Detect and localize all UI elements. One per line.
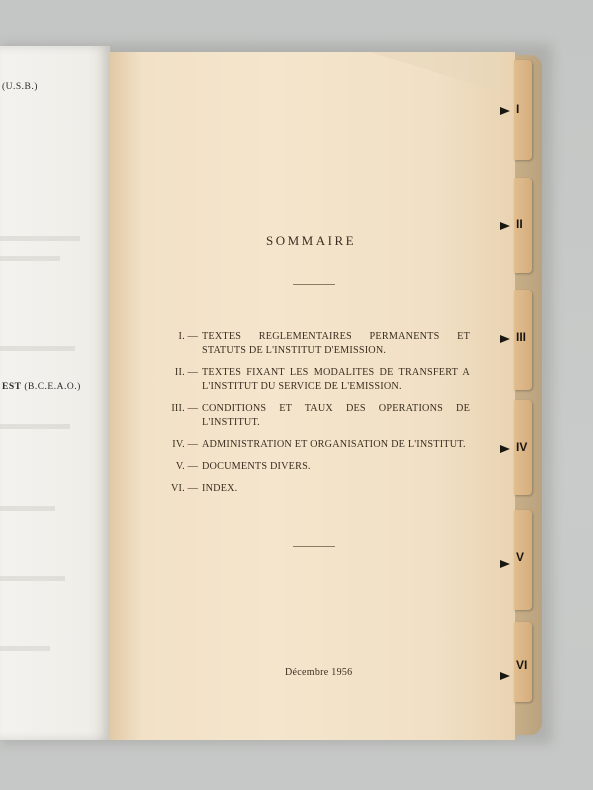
table-of-contents: [150, 330, 470, 504]
toc-number: I. —: [178, 331, 198, 342]
faint-text-line: [0, 506, 55, 511]
tab-label-i: I: [516, 102, 520, 116]
toc-text: TEXTES FIXANT LES MODALITES DE TRANSFERT A L'INSTITUT DU SERVICE DE L'EMISSION.: [202, 367, 470, 392]
page-title: SOMMAIRE: [266, 233, 357, 248]
toc-number: IV. —: [172, 439, 198, 450]
publication-date: Décembre 1956: [285, 667, 353, 678]
divider: [293, 284, 335, 285]
arrow-right-icon: [500, 222, 510, 230]
arrow-right-icon: [500, 560, 510, 568]
tab-label-vi: VI: [516, 658, 528, 672]
faint-text-line: [0, 236, 80, 241]
left-page-line-usb: (U.S.B.): [2, 82, 38, 92]
arrow-right-icon: [500, 107, 510, 115]
toc-text: INDEX.: [202, 483, 238, 494]
toc-entry[interactable]: [150, 366, 470, 394]
faint-text-line: [0, 424, 70, 429]
tab-label-ii: II: [516, 217, 523, 231]
tab-label-iv: IV: [516, 440, 528, 454]
tab-label-iii: III: [516, 330, 527, 344]
faint-text-line: [0, 576, 65, 581]
toc-text: CONDITIONS ET TAUX DES OPERATIONS DE L'INSTITUT.: [202, 403, 470, 428]
toc-entry[interactable]: [150, 330, 470, 358]
toc-number: V. —: [175, 461, 198, 472]
toc-entry[interactable]: [150, 460, 470, 474]
faint-text-line: [0, 256, 60, 261]
left-page-bold-word: EST: [2, 382, 22, 392]
toc-entry[interactable]: [150, 482, 470, 496]
arrow-right-icon: [500, 335, 510, 343]
toc-number: VI. —: [170, 483, 198, 494]
page-corner-fold: [370, 52, 500, 92]
faint-text-line: [0, 646, 50, 651]
toc-text: DOCUMENTS DIVERS.: [202, 461, 311, 472]
toc-number: II. —: [174, 367, 198, 378]
arrow-right-icon: [500, 445, 510, 453]
faint-text-line: [0, 346, 75, 351]
toc-entry[interactable]: [150, 438, 470, 452]
left-page: [0, 46, 110, 740]
left-page-abbrev: (B.C.E.A.O.): [21, 382, 81, 392]
tab-label-v: V: [516, 550, 525, 564]
toc-entry[interactable]: [150, 402, 470, 430]
toc-text: TEXTES REGLEMENTAIRES PERMANENTS ET STATUTS DE L'INSTITUT D'EMISSION.: [202, 331, 470, 356]
arrow-right-icon: [500, 672, 510, 680]
toc-text: ADMINISTRATION ET ORGANISATION DE L'INSTITUT.: [202, 439, 466, 450]
left-page-line-bceao: [2, 382, 81, 392]
divider: [293, 546, 335, 547]
toc-number: III. —: [171, 403, 198, 414]
